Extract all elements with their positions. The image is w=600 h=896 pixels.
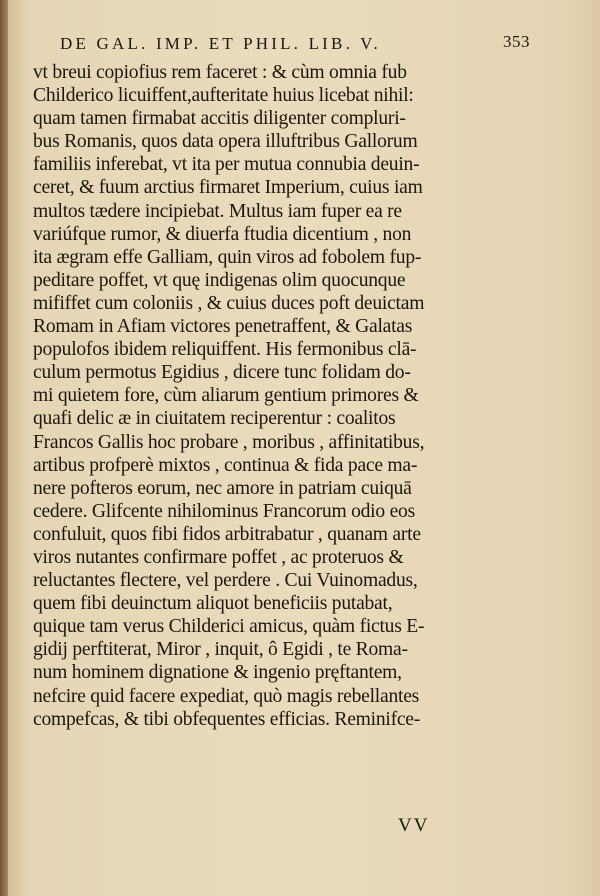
text-line: culum permotus Egidius , dicere tunc folidam do- [33, 362, 411, 384]
text-line: ita ægram effe Galliam, quin viros ad fobolem fup- [33, 246, 422, 268]
text-line: ceret, & fuum arctius firmaret Imperium, cuius iam [33, 177, 423, 199]
text-line: cedere. Glifcente nihilominus Francorum odio eos [33, 500, 415, 522]
text-line: mi quietem fore, cùm aliarum gentium primores & [33, 385, 419, 407]
text-line: quique tam verus Childerici amicus, quàm fictus E- [33, 616, 425, 638]
page-number: 353 [503, 32, 530, 51]
text-line: vt breui copiofius rem faceret : & cùm omnia fub [33, 62, 407, 83]
text-line: reluctantes flectere, vel perdere . Cui Vuinomadus, [33, 570, 418, 592]
text-line: mififfet cum coloniis , & cuius duces poft deuictam [33, 292, 425, 314]
catchword: VV [398, 815, 430, 836]
text-line: familiis inferebat, vt ita per mutua connubia deuin- [33, 154, 420, 176]
text-line: populofos ibidem reliquiffent. His fermonibus clā- [33, 339, 417, 361]
text-line: peditare poffet, vt quę indigenas olim quocunque [33, 269, 406, 291]
text-line: quem fibi deuinctum aliquot beneficiis putabat, [33, 593, 393, 615]
text-line: compefcas, & tibi obfequentes efficias. Reminifce- [33, 708, 421, 730]
running-header [60, 34, 530, 54]
text-line: variúfque rumor, & diuerfa ftudia dicentium , non [33, 223, 412, 245]
text-line: confuluit, quos fibi fidos arbitrabatur , quanam arte [33, 523, 421, 545]
text-line: quafi delic æ in ciuitatem reciperentur : coalitos [33, 408, 396, 430]
text-line: gidij perftiterat, Miror , inquit, ô Egidi , te Roma- [33, 639, 408, 661]
text-line: nere pofteros eorum, nec amore in patriam cuiquā [33, 477, 412, 499]
text-line: num hominem dignatione & ingenio pręftantem, [33, 662, 402, 684]
body-text [33, 61, 495, 731]
page-gutter-shadow [0, 0, 8, 896]
text-line: nefcire quid facere expediat, quò magis rebellantes [33, 685, 420, 707]
text-line: viros nutantes confirmare poffet , ac proteruos & [33, 546, 404, 568]
text-line: artibus profperè mixtos , continua & fida pace ma- [33, 454, 418, 476]
text-line: Childerico licuiffent,aufteritate huius licebat nihil: [33, 85, 414, 107]
text-line: Francos Gallis hoc probare , moribus , affinitatibus, [33, 431, 425, 453]
running-head: DE GAL. IMP. ET PHIL. LIB. V. [60, 34, 381, 53]
text-line: Romam in Afiam victores penetraffent, & Galatas [33, 316, 413, 338]
text-line: multos tædere incipiebat. Multus iam fuper ea re [33, 200, 402, 222]
text-line: bus Romanis, quos data opera illuftribus Gallorum [33, 131, 418, 153]
text-line: quam tamen firmabat accitis diligenter compluri- [33, 108, 406, 130]
